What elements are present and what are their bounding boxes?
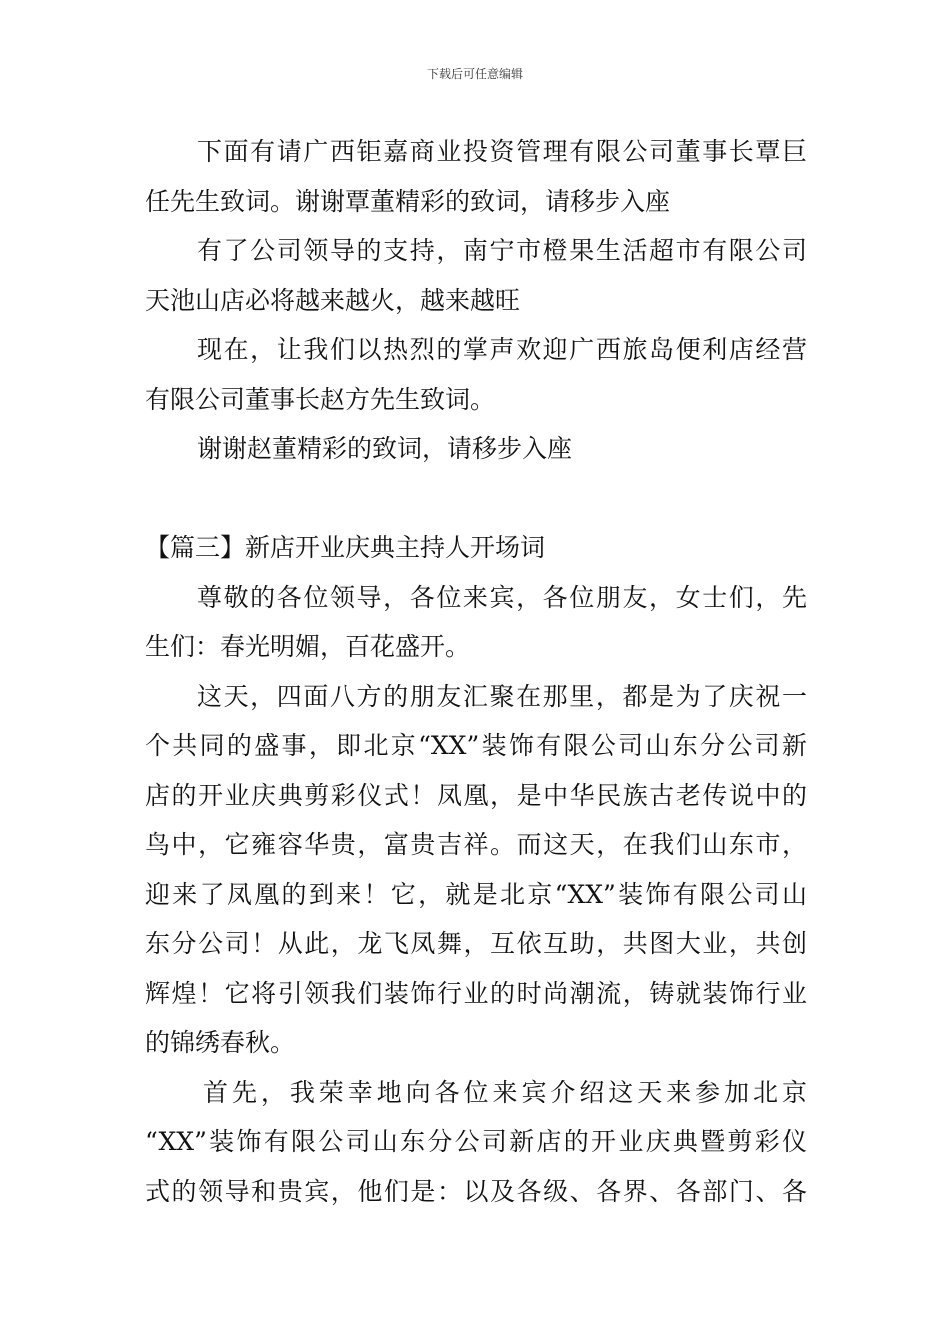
- paragraph-line: 尊敬的各位领导，各位来宾，各位朋友，女士们，先: [197, 582, 807, 612]
- paragraph-line: 现在，让我们以热烈的掌声欢迎广西旅岛便利店经营: [197, 335, 807, 364]
- paragraph-line: “XX”装饰有限公司山东分公司新店的开业庆典暨剪彩仪: [145, 1127, 807, 1156]
- paragraph-line: 辉煌！它将引领我们装饰行业的时尚潮流，铸就装饰行业: [145, 978, 807, 1008]
- section-heading: 【篇三】新店开业庆典主持人开场词: [145, 533, 546, 562]
- paragraph-line: 首先，我荣幸地向各位来宾介绍这天来参加北京: [203, 1077, 807, 1107]
- paragraph-line: 鸟中，它雍容华贵，富贵吉祥。而这天，在我们山东市，: [145, 830, 807, 859]
- paragraph-line: 的锦绣春秋。: [145, 1028, 296, 1057]
- blank-line: [145, 474, 807, 524]
- paragraph-line: 下面有请广西钜嘉商业投资管理有限公司董事长覃巨: [197, 137, 807, 166]
- paragraph-line: 店的开业庆典剪彩仪式！凤凰，是中华民族古老传说中的: [145, 780, 807, 810]
- paragraph-line: 有了公司领导的支持，南宁市橙果生活超市有限公司: [197, 236, 807, 265]
- paragraph-line: 东分公司！从此，龙飞凤舞，互依互助，共图大业，共创: [145, 929, 807, 958]
- paragraph-line: 个共同的盛事，即北京“XX”装饰有限公司山东分公司新: [145, 731, 807, 760]
- paragraph-line: 生们：春光明媚，百花盛开。: [145, 632, 471, 661]
- paragraph-line: 任先生致词。谢谢覃董精彩的致词，请移步入座: [145, 186, 671, 216]
- paragraph-line: 谢谢赵董精彩的致词，请移步入座: [197, 434, 573, 463]
- paragraph-line: 迎来了凤凰的到来！它，就是北京“XX”装饰有限公司山: [145, 879, 807, 909]
- document-body: [145, 127, 807, 1216]
- paragraph-line: 式的领导和贵宾，他们是：以及各级、各界、各部门、各: [145, 1176, 807, 1206]
- page-header: 下载后可任意编辑: [426, 67, 523, 81]
- paragraph-line: 这天，四面八方的朋友汇聚在那里，都是为了庆祝一: [197, 681, 807, 711]
- paragraph-line: 天池山店必将越来越火，越来越旺: [145, 285, 521, 315]
- paragraph-line: 有限公司董事长赵方先生致词。: [145, 384, 496, 414]
